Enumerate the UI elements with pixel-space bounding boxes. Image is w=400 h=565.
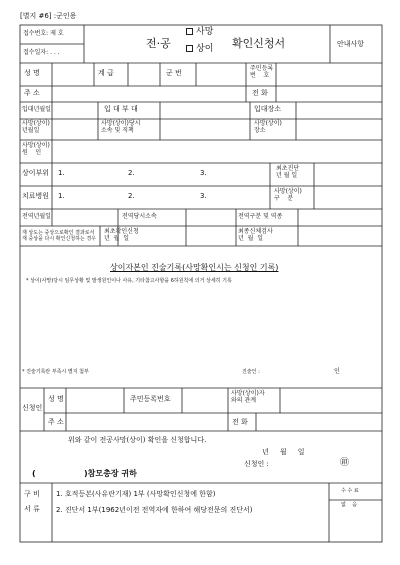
documents-label-1: 구 비 [24,490,40,498]
statement-note: * 상이(사망)당시 임무상황 및 발생원인이나 사유, 기타참고사항을 6하원칙에 의거 상세히 기록 [26,278,232,284]
first-diagnosis-label: 최초진단 년 월 일 [276,165,300,179]
declaration-signer-label: 신청인 : [244,460,269,468]
document-item-1: 1. 호적등본(사유란기재) 1부 (사망확인신청에 한함) [56,490,216,498]
applicant-name-label: 성 명 [48,395,64,403]
form-title: 확인신청서 [232,37,286,50]
enlist-unit-label: 입 대 부 대 [104,105,138,113]
applicant-phone-label: 전 화 [232,418,248,426]
statement-footer-note: * 진술기록란 부족시 별지 첨부 [22,369,89,375]
declaration-date: 년 월 일 [262,448,305,456]
documents-label-2: 서 류 [24,505,40,513]
applicant-address-label: 주 소 [48,418,64,426]
cause-label: 사망(상이) 원 인 [22,142,50,156]
option-injury-label: 상이 [196,44,214,54]
fee-label: 수 수 료 [341,488,359,494]
attachment-label: [별지 #6] :군인용 [20,12,77,20]
death-checkbox[interactable] [186,28,193,35]
applicant-label: 신청인 [22,404,43,412]
option-death-label: 사망 [196,27,214,37]
option-injury[interactable] [186,45,213,54]
declaration-text: 위와 같이 전공사망(상이) 확인을 신청합니다. [68,436,207,444]
guide-label: 안내사항 [337,40,365,48]
fee-value: 없 음 [341,502,358,508]
discharge-unit-label: 전역당시소속 [122,213,157,220]
seal-mark: ㊞ [340,458,350,468]
receipt-number-label: 접수번호: 제 호 [23,30,64,37]
death-place-label: 사망(상이) 장소 [254,120,282,134]
injury-site-item-2: 2. [128,169,135,177]
applicant-resident-label: 주민등록번호 [130,395,171,403]
rank-label: 계 급 [98,69,114,77]
addressee-open: ( [32,469,36,478]
death-date-label: 사망(상이) 년월일 [22,120,50,134]
enlist-place-label: 입대장소 [254,105,282,113]
option-death[interactable] [186,28,213,37]
injury-site-item-3: 3. [200,169,207,177]
title-prefix: 전·공 [146,37,171,50]
hospital-item-2: 2. [128,192,135,200]
reconfirm-note: 재 상도는 중상으로확인 결과로서 재 중상을 다시 확인신청하는 경우 [22,230,96,242]
name-label: 성 명 [24,69,40,77]
document-item-2: 2. 진단서 1부(1962년이전 전역자에 한하여 해당전문의 진단서) [56,506,253,514]
addressee-text: )참모총장 귀하 [84,469,137,478]
first-confirm-label: 최초확인신청 년 월 일 [104,228,139,242]
injury-checkbox[interactable] [186,45,193,52]
hospital-label: 치료병원 [22,192,50,200]
injury-site-label: 상이부위 [22,169,50,177]
last-exam-label: 최종신체검사 년 월 일 [238,228,273,242]
receipt-date-label: 접수일자: . . . [23,49,60,56]
injury-site-item-1: 1. [58,169,65,177]
hospital-item-3: 3. [200,192,207,200]
unit-position-label: 사망(상이)당시 소속 및 직책 [101,120,141,134]
hospital-item-1: 1. [58,192,65,200]
statement-seal-label: 인 [334,368,340,375]
applicant-relation-label: 사망(상이)자 와의 관계 [231,390,265,404]
death-type-label: 사망(상이) 구 분 [274,188,302,202]
enlist-date-label: 입대년월일 [22,106,51,113]
address-label: 주 소 [24,89,40,97]
phone-label: 전 화 [252,89,268,97]
service-number-label: 군 번 [166,69,182,77]
statement-title: 상이자본인 진술기록(사망확인시는 신청인 기록) [110,263,279,272]
discharge-type-label: 전역구분 및 역종 [238,213,283,220]
resident-number-label: 주민등록 번 호 [250,65,274,79]
discharge-date-label: 전역년월일 [22,213,51,220]
statement-signer-label: 진술인 : [242,369,260,375]
